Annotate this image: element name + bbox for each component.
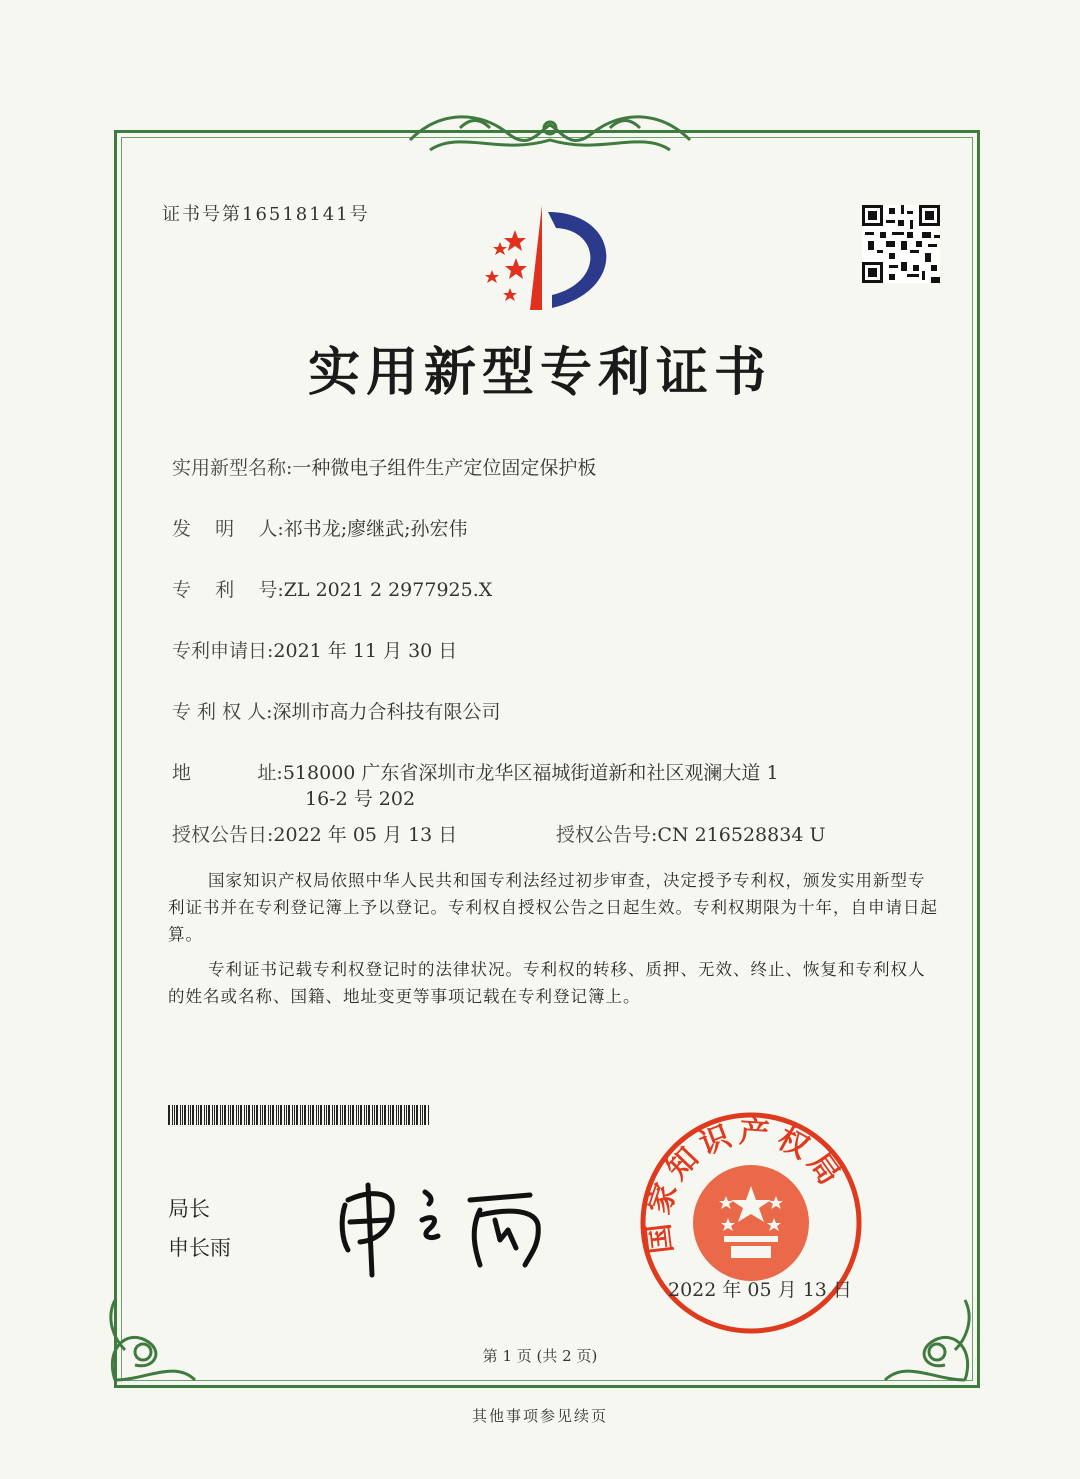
field-address-line2: 16-2 号 202 (305, 788, 416, 810)
field-value: 祁书龙;廖继武;孙宏伟 (283, 518, 468, 540)
qr-code-icon (862, 205, 940, 283)
field-value: 一种微电子组件生产定位固定保护板 (292, 457, 597, 479)
certificate-title: 实用新型专利证书 (307, 342, 772, 403)
field-address (172, 758, 779, 785)
field-value: 2022 年 05 月 13 日 (273, 824, 458, 846)
bottom-left-ornament-icon (95, 1240, 215, 1390)
field-label: 专 利 权 人: (172, 701, 273, 723)
field-label: 地 址: (172, 762, 283, 784)
signature-role: 局长 (168, 1197, 210, 1221)
page-number: 第 1 页 (共 2 页) (482, 1347, 598, 1365)
patent-office-logo-icon (470, 200, 630, 315)
top-ornament-icon (400, 110, 700, 160)
field-label: 授权公告日: (172, 824, 274, 846)
field-value: 2021 年 11 月 30 日 (273, 640, 458, 662)
field-value: 深圳市高力合科技有限公司 (272, 701, 501, 723)
certificate-number: 证书号第16518141号 (162, 204, 370, 225)
field-value: ZL 2021 2 2977925.X (283, 579, 493, 601)
continuation-note: 其他事项参见续页 (471, 1407, 608, 1425)
signature-name: 申长雨 (168, 1236, 231, 1260)
seal-date: 2022 年 05 月 13 日 (668, 1279, 852, 1301)
bottom-right-ornament-icon (865, 1240, 985, 1390)
field-value: 518000 广东省深圳市龙华区福城街道新和社区观澜大道 1 (282, 762, 779, 784)
field-patentee (172, 697, 501, 724)
handwritten-signature-icon (330, 1170, 560, 1280)
field-patent-number (172, 575, 492, 602)
field-application-date (172, 636, 457, 663)
field-label: 授权公告号: (556, 824, 658, 846)
field-grant-date (172, 820, 457, 847)
field-label: 发 明 人: (172, 518, 284, 540)
field-label: 专 利 号: (172, 579, 284, 601)
official-seal-icon (636, 1108, 866, 1338)
field-label: 实用新型名称: (172, 457, 293, 479)
seal-text: 国家知识产权局 (640, 1114, 851, 1256)
field-value: CN 216528834 U (657, 824, 826, 846)
field-grant-number (556, 820, 825, 847)
field-utility-model-name (172, 453, 596, 480)
body-paragraph-1: 国家知识产权局依照中华人民共和国专利法经过初步审查，决定授予专利权，颁发实用新型专利证书并在专利登记簿上予以登记。专利权自授权公告之日起生效。专利权期限为十年，自申请日起算。 (168, 871, 938, 944)
field-inventors (172, 514, 468, 541)
body-paragraph-2: 专利证书记载专利权登记时的法律状况。专利权的转移、质押、无效、终止、恢复和专利权人的姓名或名称、国籍、地址变更等事项记载在专利登记簿上。 (168, 960, 926, 1006)
barcode-icon (168, 1105, 433, 1125)
field-label: 专利申请日: (172, 640, 274, 662)
